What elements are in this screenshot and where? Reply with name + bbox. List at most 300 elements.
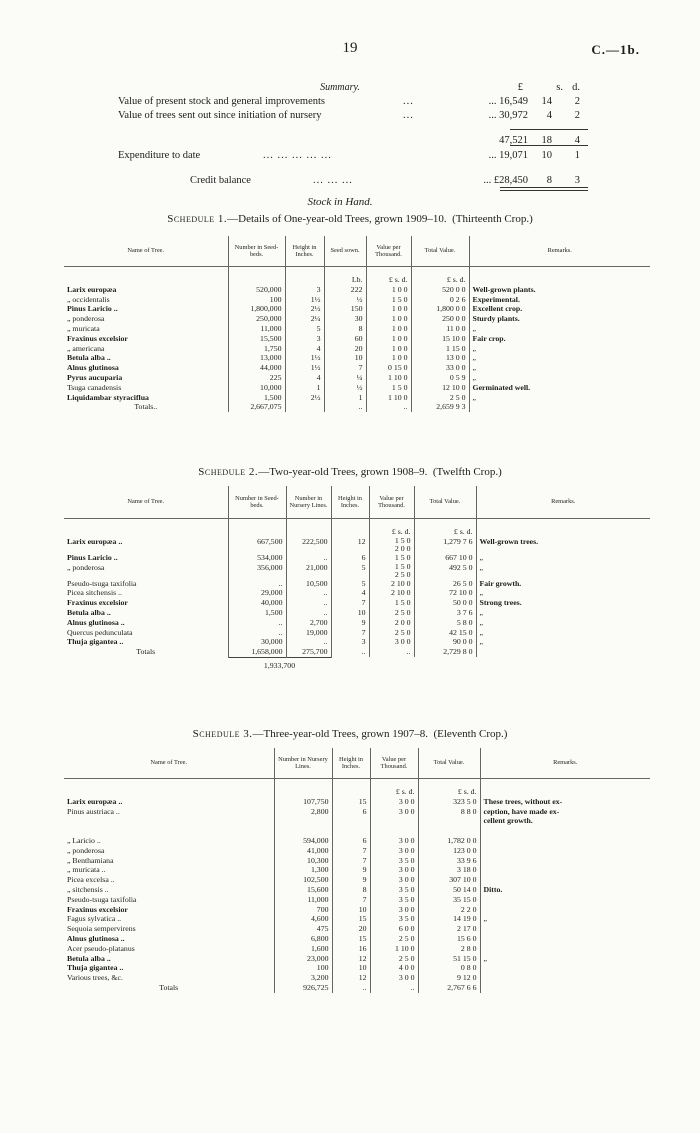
value-cell: 520 0 0 — [411, 285, 469, 295]
sum-rule — [510, 145, 588, 146]
value-cell: 3 0 0 — [369, 637, 414, 647]
unit-label — [476, 519, 650, 537]
value-cell: .. — [286, 608, 331, 618]
value-cell: 3 7 6 — [414, 608, 476, 618]
totals-value: .. — [324, 402, 366, 412]
column-header: Remarks. — [480, 748, 650, 779]
remarks-cell: „ — [479, 562, 483, 572]
totals-value: 2,729 8 0 — [414, 647, 476, 657]
value-cell: 307 10 0 — [418, 875, 480, 885]
leader-dots: ... ... ... — [313, 175, 353, 186]
value-cell: 2 2 0 — [418, 905, 480, 915]
sum-rule — [500, 190, 588, 191]
table-row — [64, 954, 650, 964]
value-cell: 9 — [331, 618, 369, 628]
value-cell: 41,000 — [274, 846, 332, 856]
table-row — [64, 579, 650, 589]
unit-label — [286, 519, 331, 537]
remarks-cell: Ditto. — [483, 884, 503, 894]
totals-value: 2,667,075 — [228, 402, 285, 412]
remarks-cell — [480, 856, 650, 866]
table-row — [64, 334, 650, 344]
value-cell: 1,782 0 0 — [418, 836, 480, 846]
table-row — [64, 363, 650, 373]
unit-label — [469, 267, 650, 285]
value-cell: 3 0 0 — [370, 875, 418, 885]
amount-shillings: 8 — [546, 175, 552, 186]
unit-label — [332, 779, 370, 797]
value-cell: 7 — [324, 363, 366, 373]
table-row — [64, 885, 650, 895]
remarks-cell: „ — [479, 617, 483, 627]
value-cell: 3 0 0 — [370, 846, 418, 856]
value-cell: 1,279 7 6 — [414, 537, 476, 553]
remarks-cell: „ — [483, 914, 487, 924]
value-cell: 667 10 0 — [414, 553, 476, 563]
value-cell: 15 6 0 — [418, 934, 480, 944]
tree-name: Betula alba .. — [64, 954, 274, 964]
tree-name — [64, 816, 274, 826]
amount-pounds: ... 16,549 — [488, 96, 528, 107]
value-cell: 26 5 0 — [414, 579, 476, 589]
stock-caption: Stock in Hand. — [307, 196, 373, 208]
remarks-cell — [480, 934, 650, 944]
tree-name: Liquidambar styraciflua — [64, 393, 228, 403]
value-cell: 4 — [285, 344, 324, 354]
value-cell: 33 9 6 — [418, 856, 480, 866]
schedule-2-table — [64, 486, 650, 671]
amount-shillings: 18 — [541, 135, 552, 146]
value-cell: 10,300 — [274, 856, 332, 866]
value-line: 1 5 0 — [394, 561, 411, 571]
remarks-cell: ception, have made ex- — [483, 806, 560, 816]
value-cell: 8 — [324, 324, 366, 334]
value-cell: ½ — [324, 295, 366, 305]
value-cell: 14 19 0 — [418, 914, 480, 924]
table-row — [64, 895, 650, 905]
value-cell: ¼ — [324, 373, 366, 383]
value-cell: 222,500 — [286, 537, 331, 553]
value-cell: 20 — [324, 344, 366, 354]
value-cell: 1,800 0 0 — [411, 304, 469, 314]
remarks-cell: Germinated well. — [472, 382, 531, 392]
value-cell: 20 — [332, 924, 370, 934]
remarks-cell — [480, 924, 650, 934]
unit-label — [480, 779, 650, 797]
value-cell: 5 8 0 — [414, 618, 476, 628]
value-cell: 1 0 0 — [366, 353, 411, 363]
tree-name: „ ponderosa — [64, 314, 228, 324]
tree-name: „ ponderosa — [64, 563, 228, 579]
value-cell: 72 10 0 — [414, 588, 476, 598]
value-cell: 1½ — [285, 295, 324, 305]
tree-name: Larix europæa .. — [64, 797, 274, 807]
value-cell: 100 — [228, 295, 285, 305]
value-cell: 3 — [285, 285, 324, 295]
spacer-cell — [369, 657, 414, 670]
unit-label: £ s. d. — [418, 779, 480, 797]
value-cell: 1,800,000 — [228, 304, 285, 314]
column-header: Value per Thousand. — [370, 748, 418, 779]
value-cell: 6,800 — [274, 934, 332, 944]
sum-rule — [510, 129, 588, 130]
spacer-cell — [64, 657, 228, 670]
value-cell: 50 14 0 — [418, 885, 480, 895]
value-cell: 1 5 0 — [366, 295, 411, 305]
value-cell: 594,000 — [274, 836, 332, 846]
table-row — [64, 353, 650, 363]
unit-row — [64, 779, 650, 797]
value-cell: 15 — [332, 914, 370, 924]
table-row — [64, 383, 650, 393]
amount-shillings: 14 — [541, 96, 552, 107]
tree-name: „ muricata .. — [64, 865, 274, 875]
unit-label: £ s. d. — [370, 779, 418, 797]
totals-value: 1,658,000 — [228, 647, 286, 657]
value-cell: 1 0 0 — [366, 334, 411, 344]
tree-name: Thuja gigantea .. — [64, 963, 274, 973]
remarks-cell: Sturdy plants. — [472, 314, 520, 324]
value-cell: 3 0 0 — [370, 807, 418, 817]
column-header: Value per Thousand. — [366, 236, 411, 267]
value-cell: 1 10 0 — [366, 393, 411, 403]
value-cell: 1 0 0 — [366, 324, 411, 334]
remarks-cell: „ — [479, 552, 483, 562]
remarks-cell: „ — [472, 343, 476, 353]
value-cell: 33 0 0 — [411, 363, 469, 373]
remarks-cell — [480, 836, 650, 846]
value-cell: 5 — [331, 563, 369, 579]
schedule-3-table — [64, 748, 650, 993]
tree-name: „ muricata — [64, 324, 228, 334]
spacer-cell — [476, 657, 650, 670]
value-cell: 2,700 — [286, 618, 331, 628]
column-header: Height in Inches. — [331, 486, 369, 519]
totals-value: .. — [370, 983, 418, 993]
value-cell: 15 10 0 — [411, 334, 469, 344]
value-cell: 700 — [274, 905, 332, 915]
leader-dots: ... ... ... ... ... — [263, 150, 332, 161]
value-cell: 6 — [332, 807, 370, 817]
value-cell: 475 — [274, 924, 332, 934]
value-cell: 40,000 — [228, 598, 286, 608]
value-cell: 9 — [332, 865, 370, 875]
column-header: Number in Seed-beds. — [228, 486, 286, 519]
value-cell: 10,500 — [286, 579, 331, 589]
remarks-cell: Strong trees. — [479, 598, 522, 608]
tree-name: Quercus pedunculata — [64, 628, 228, 638]
column-header: Total Value. — [418, 748, 480, 779]
value-cell: 12 — [331, 537, 369, 553]
totals-label: Totals.. — [64, 402, 228, 412]
tree-name: Betula alba .. — [64, 353, 228, 363]
value-cell: 1 — [285, 383, 324, 393]
value-cell: 1,500 — [228, 608, 286, 618]
tree-name: „ Laricio .. — [64, 836, 274, 846]
tree-name: „ ponderosa — [64, 846, 274, 856]
totals-value: .. — [369, 647, 414, 657]
table-row — [64, 324, 650, 334]
value-cell: 2 10 0 — [369, 579, 414, 589]
spacer-cell — [331, 657, 369, 670]
table-row — [64, 295, 650, 305]
table-row — [64, 588, 650, 598]
value-cell: 15,600 — [274, 885, 332, 895]
column-header: Height in Inches. — [332, 748, 370, 779]
summary-label: Expenditure to date — [118, 150, 201, 161]
value-cell: 15 — [332, 934, 370, 944]
totals-value: 2,659 9 3 — [411, 402, 469, 412]
value-cell: 2 17 0 — [418, 924, 480, 934]
table-row — [64, 285, 650, 295]
value-cell: 1 0 0 — [366, 304, 411, 314]
remarks-cell: „ — [479, 607, 483, 617]
totals-value: 926,725 — [274, 983, 332, 993]
value-cell: 6 0 0 — [370, 924, 418, 934]
value-cell: 6 — [331, 553, 369, 563]
column-header: Total Value. — [411, 236, 469, 267]
unit-label — [228, 519, 286, 537]
totals-value — [476, 647, 650, 657]
table-row — [64, 836, 650, 846]
value-cell: 4 0 0 — [370, 963, 418, 973]
remarks-cell — [480, 973, 650, 983]
value-cell: 492 5 0 — [414, 563, 476, 579]
tree-name: Pseudo-tsuga taxifolia — [64, 579, 228, 589]
amount-pence: 3 — [574, 175, 580, 186]
value-cell: 7 — [331, 598, 369, 608]
column-header: Number in Nursery Lines. — [274, 748, 332, 779]
value-cell: 3 — [331, 637, 369, 647]
value-cell: 11,000 — [228, 324, 285, 334]
totals-value: 2,767 6 6 — [418, 983, 480, 993]
tree-name: „ Benthamiana — [64, 856, 274, 866]
schedule-2-title: Schedule 2.—Two-year-old Trees, grown 1908–9. (Twelfth Crop.) — [198, 466, 502, 478]
remarks-cell: „ — [479, 627, 483, 637]
amount-pounds: 47,521 — [499, 135, 528, 146]
column-header: Name of Tree. — [64, 236, 228, 267]
value-cell: 1,300 — [274, 865, 332, 875]
tree-name: Pyrus aucuparia — [64, 373, 228, 383]
table-row — [64, 856, 650, 866]
header-row — [64, 748, 650, 779]
remarks-cell: Well-grown trees. — [479, 536, 539, 546]
table-row — [64, 807, 650, 817]
value-cell — [370, 816, 418, 826]
value-cell: 3 5 0 — [370, 885, 418, 895]
value-cell: 3 0 0 — [370, 797, 418, 807]
unit-row — [64, 519, 650, 537]
table-row — [64, 875, 650, 885]
amount-pence: 1 — [574, 150, 580, 161]
table-row — [64, 553, 650, 563]
remarks-cell — [480, 865, 650, 875]
column-header: Remarks. — [476, 486, 650, 519]
table-row — [64, 563, 650, 579]
value-cell: 2 0 0 — [369, 618, 414, 628]
value-cell: 15 — [332, 797, 370, 807]
totals-value: 275,700 — [286, 647, 331, 657]
value-cell: 250,000 — [228, 314, 285, 324]
value-cell: 3 5 0 — [370, 914, 418, 924]
page-number: 19 — [342, 40, 358, 56]
value-cell: 7 — [332, 846, 370, 856]
value-cell — [332, 816, 370, 826]
totals-value — [469, 402, 650, 412]
value-cell: 0 15 0 — [366, 363, 411, 373]
unit-label: £ s. d. — [369, 519, 414, 537]
remarks-cell: These trees, without ex- — [483, 796, 563, 806]
totals-value — [285, 402, 324, 412]
column-header: Seed sown. — [324, 236, 366, 267]
value-cell: 90 0 0 — [414, 637, 476, 647]
sum-rule — [500, 187, 588, 188]
tree-name: Pinus austriaca .. — [64, 807, 274, 817]
header-row — [64, 486, 650, 519]
value-cell: 6 — [332, 836, 370, 846]
value-cell: 8 — [332, 885, 370, 895]
tree-name: Picea excelsa .. — [64, 875, 274, 885]
value-cell — [369, 537, 414, 553]
column-header: Number in Nursery Lines. — [286, 486, 331, 519]
value-cell: .. — [228, 618, 286, 628]
table-row — [64, 598, 650, 608]
value-cell: 13,000 — [228, 353, 285, 363]
table-row — [64, 797, 650, 807]
value-cell: 0 5 9 — [411, 373, 469, 383]
value-cell: 42 15 0 — [414, 628, 476, 638]
unit-row — [64, 267, 650, 285]
value-cell: 7 — [332, 856, 370, 866]
value-cell: 3 18 0 — [418, 865, 480, 875]
value-cell: 3 0 0 — [370, 865, 418, 875]
value-cell: 1 5 0 — [366, 383, 411, 393]
value-line: 1 5 0 — [394, 535, 411, 545]
summary-caption: Summary. — [320, 82, 360, 93]
value-cell: 4 — [331, 588, 369, 598]
table-row — [64, 393, 650, 403]
totals-row — [64, 647, 650, 657]
value-cell: 10 — [332, 963, 370, 973]
remarks-cell: Excellent crop. — [472, 304, 523, 314]
summary-label: Value of present stock and general improvements — [118, 96, 326, 107]
value-cell: 100 — [274, 963, 332, 973]
remarks-cell: Fair crop. — [472, 333, 506, 343]
value-cell: 5 — [331, 579, 369, 589]
value-cell: 51 15 0 — [418, 954, 480, 964]
value-cell: 11 0 0 — [411, 324, 469, 334]
value-cell: 9 — [332, 875, 370, 885]
value-cell — [274, 826, 332, 836]
tree-name: Pinus Laricio .. — [64, 553, 228, 563]
table-row — [64, 973, 650, 983]
tree-name: Sequoia sempervirens — [64, 924, 274, 934]
totals-label: Totals — [64, 983, 274, 993]
header-row — [64, 236, 650, 267]
value-cell: 2 5 0 — [411, 393, 469, 403]
remarks-cell — [480, 895, 650, 905]
value-cell: 0 2 6 — [411, 295, 469, 305]
value-cell: 225 — [228, 373, 285, 383]
value-cell: 107,750 — [274, 797, 332, 807]
totals-value: .. — [332, 983, 370, 993]
table-row — [64, 934, 650, 944]
value-cell: 1 0 0 — [366, 285, 411, 295]
value-cell: 2½ — [285, 304, 324, 314]
value-cell: 10 — [331, 608, 369, 618]
totals-row — [64, 402, 650, 412]
value-cell: 3 0 0 — [370, 836, 418, 846]
value-cell: 23,000 — [274, 954, 332, 964]
value-cell: 1 0 0 — [366, 344, 411, 354]
value-cell: 667,500 — [228, 537, 286, 553]
totals-row — [64, 983, 650, 993]
value-cell: 13 0 0 — [411, 353, 469, 363]
leader-dots: ... — [403, 110, 414, 121]
tree-name: Various trees, &c. — [64, 973, 274, 983]
remarks-cell: „ — [479, 588, 483, 598]
totals-value — [480, 983, 650, 993]
value-cell: 1,750 — [228, 344, 285, 354]
value-cell: 10 — [332, 905, 370, 915]
value-cell: .. — [286, 598, 331, 608]
value-cell — [370, 826, 418, 836]
table-row — [64, 826, 650, 836]
table-row — [64, 816, 650, 826]
value-cell: 50 0 0 — [414, 598, 476, 608]
amount-shillings: 10 — [541, 150, 552, 161]
value-cell: 1½ — [285, 353, 324, 363]
value-cell — [369, 563, 414, 579]
table-row — [64, 314, 650, 324]
remarks-cell: „ — [472, 353, 476, 363]
value-cell: 2¼ — [285, 314, 324, 324]
totals-value: .. — [331, 647, 369, 657]
table-row — [64, 924, 650, 934]
value-cell: .. — [286, 588, 331, 598]
leader-dots: ... — [403, 96, 414, 107]
value-cell: 4 — [285, 373, 324, 383]
value-cell: ½ — [324, 383, 366, 393]
value-cell: 222 — [324, 285, 366, 295]
totals-value: .. — [366, 402, 411, 412]
unit-label — [64, 519, 228, 537]
value-cell: 7 — [331, 628, 369, 638]
remarks-cell: „ — [479, 637, 483, 647]
value-cell — [418, 826, 480, 836]
grand-total-row — [64, 657, 650, 670]
value-cell: 250 0 0 — [411, 314, 469, 324]
value-cell: 4,600 — [274, 914, 332, 924]
unit-label: £ s. d. — [366, 267, 411, 285]
value-cell: 29,000 — [228, 588, 286, 598]
value-cell: 16 — [332, 944, 370, 954]
value-cell: .. — [286, 553, 331, 563]
value-cell: 3 — [285, 334, 324, 344]
remarks-cell: „ — [472, 392, 476, 402]
remarks-cell — [480, 846, 650, 856]
unit-label: £ s. d. — [414, 519, 476, 537]
unit-label — [274, 779, 332, 797]
remarks-cell — [480, 826, 650, 836]
value-cell: 2 10 0 — [369, 588, 414, 598]
value-cell: 2 8 0 — [418, 944, 480, 954]
value-cell: 2 5 0 — [369, 608, 414, 618]
tree-name: Betula alba .. — [64, 608, 228, 618]
table-row — [64, 914, 650, 924]
value-cell: 3,200 — [274, 973, 332, 983]
table-row — [64, 637, 650, 647]
